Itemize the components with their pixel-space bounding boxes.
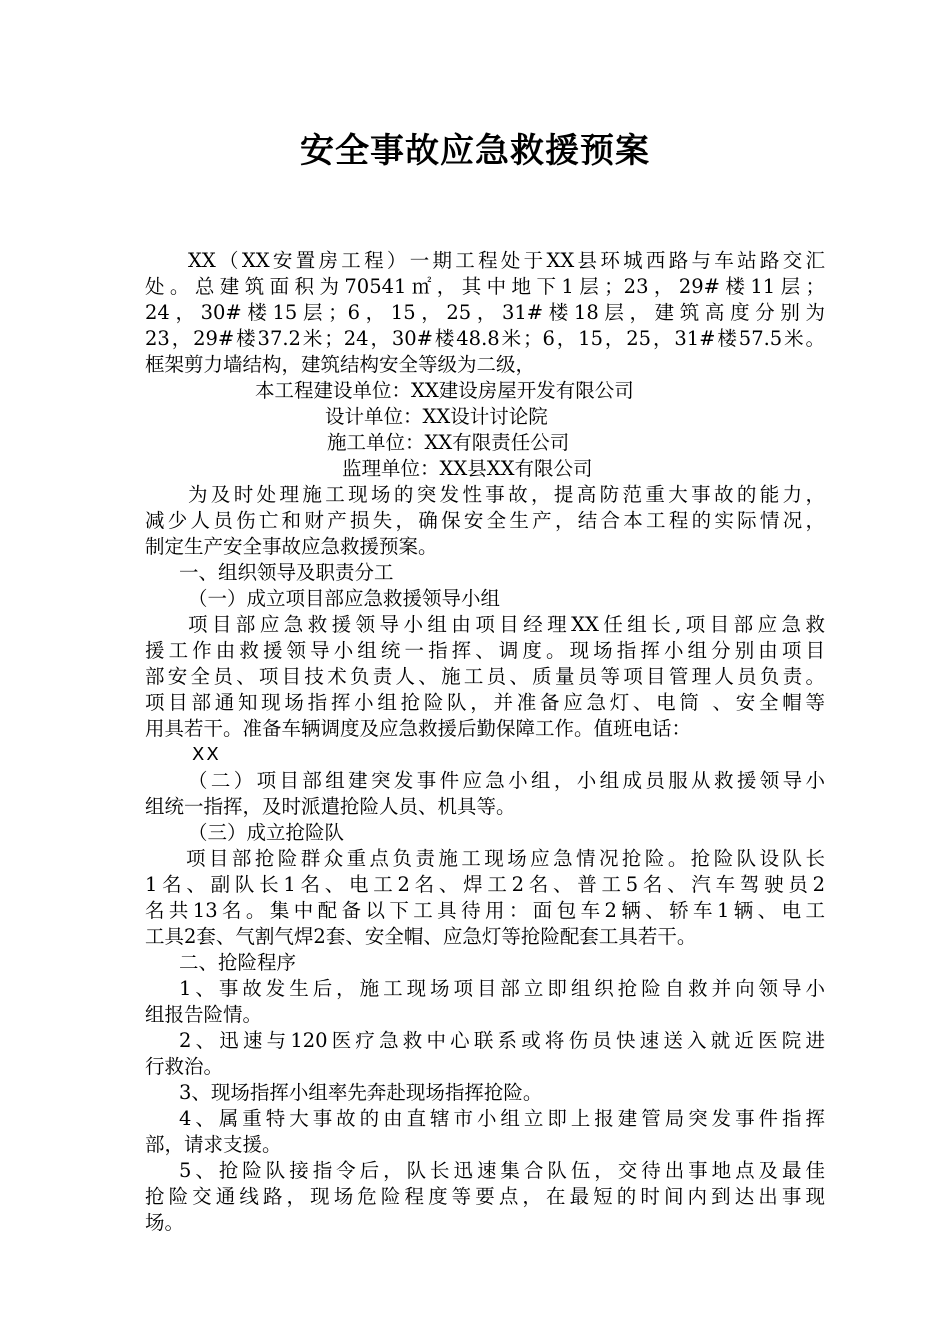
paragraph-line: 项目部应急救援领导小组由项目经理XX任组长,项目部应急救 [188,613,825,636]
builder-unit-line: 施工单位：XX有限责任公司 [327,431,570,454]
paragraph-line: 部安全员、项目技术负责人、施工员、质量员等项目管理人员负责。 [145,665,825,688]
duty-phone-value: XX [192,744,221,765]
paragraph-line: 处。总建筑面积为70541㎡，其中地下1层；23，29#楼11层； [145,275,825,298]
paragraph-line: 框架剪力墙结构，建筑结构安全等级为二级， [145,353,536,376]
paragraph-line: 2、迅速与120医疗急救中心联系或将伤员快速送入就近医院进 [179,1029,825,1052]
paragraph-line: 减少人员伤亡和财产损失，确保安全生产，结合本工程的实际情况， [145,509,825,532]
paragraph-line: 组统一指挥，及时派遣抢险人员、机具等。 [145,795,516,818]
paragraph-line: 4、属重特大事故的由直辖市小组立即上报建管局突发事件指挥 [179,1107,825,1130]
paragraph-line: 为及时处理施工现场的突发性事故，提高防范重大事故的能力， [188,483,825,506]
paragraph-line: 制定生产安全事故应急救援预案。 [145,535,438,558]
document-body [145,248,825,1236]
design-unit-line: 设计单位：XX设计讨论院 [325,405,548,428]
section-heading: 二、抢险程序 [179,951,297,974]
supervision-unit-line: 监理单位：XX县XX有限公司 [342,457,593,480]
paragraph-line: 组报告险情。 [145,1003,263,1026]
paragraph-line: 1、事故发生后，施工现场项目部立即组织抢险自救并向领导小 [179,977,825,1000]
paragraph-line: 场。 [145,1211,185,1234]
paragraph-line: 抢险交通线路，现场危险程度等要点，在最短的时间内到达出事现 [145,1185,825,1208]
paragraph-line: 5、抢险队接指令后，队长迅速集合队伍，交待出事地点及最佳 [179,1159,825,1182]
paragraph-line: 行救治。 [145,1055,224,1078]
paragraph-line: 名共13名。集中配备以下工具待用：面包车2辆、轿车1辆、电工 [145,899,825,922]
paragraph-line: 部，请求支援。 [145,1133,282,1156]
subsection-heading: （一）成立项目部应急救援领导小组 [188,587,501,610]
document-title: 安全事故应急救援预案 [300,131,650,171]
paragraph-line: 3、现场指挥小组率先奔赴现场指挥抢险。 [179,1081,543,1104]
paragraph-line: 援工作由救援领导小组统一指挥、调度。现场指挥小组分别由项目 [145,639,825,662]
paragraph-line: 工具2套、气割气焊2套、安全帽、应急灯等抢险配套工具若干。 [145,925,697,948]
paragraph-line: （二）项目部组建突发事件应急小组，小组成员服从救援领导小 [188,769,825,792]
section-heading: 一、组织领导及职责分工 [179,561,394,584]
paragraph-line: 项目部抢险群众重点负责施工现场应急情况抢险。抢险队设队长 [186,847,825,870]
paragraph-line: 项目部通知现场指挥小组抢险队，并准备应急灯、电筒 、安全帽等 [145,691,825,714]
paragraph-line: 1名、副队长1名、电工2名、焊工2名、普工5名、汽车驾驶员2 [145,873,825,896]
construction-unit-line: 本工程建设单位：XX建设房屋开发有限公司 [255,379,634,402]
paragraph-line: 23，29#楼37.2米；24，30#楼48.8米；6，15，25，31#楼57.5米。 [145,327,825,350]
paragraph-line: 用具若干。准备车辆调度及应急救援后勤保障工作。值班电话： [145,717,692,740]
paragraph-line: 24，30#楼15层；6，15，25，31#楼18层，建筑高度分别为 [145,301,825,324]
paragraph-line: XX（XX安置房工程）一期工程处于XX县环城西路与车站路交汇 [188,249,825,272]
subsection-heading: （三）成立抢险队 [188,821,345,844]
